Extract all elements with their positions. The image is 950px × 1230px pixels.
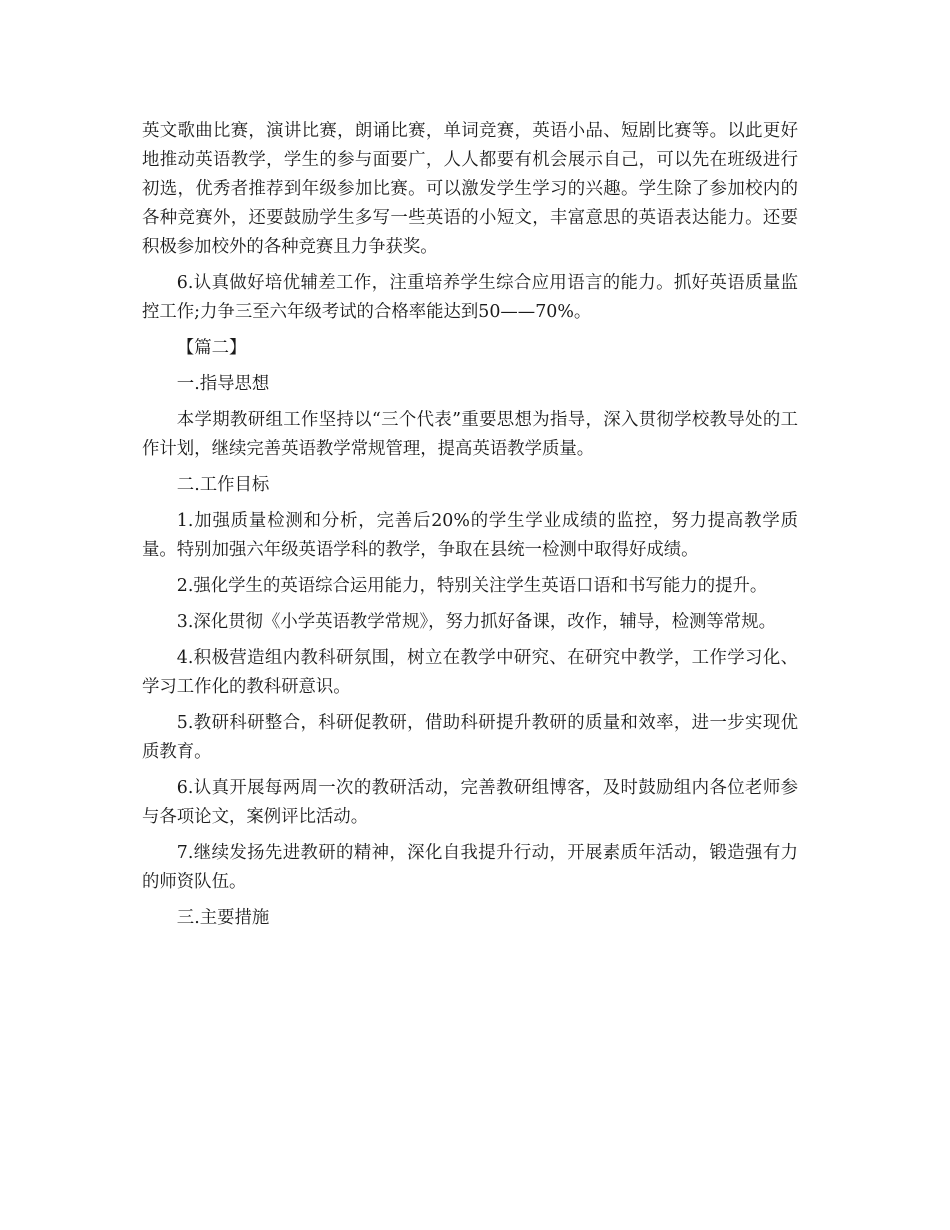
list-item-goal-6: 6.认真开展每两周一次的教研活动，完善教研组博客，及时鼓励组内各位老师参与各项论文，案例评比活动。 xyxy=(142,778,798,827)
paragraph-competitions: 英文歌曲比赛，演讲比赛，朗诵比赛，单词竞赛，英语小品、短剧比赛等。以此更好地推动英语教学，学生的参与面要广，人人都要有机会展示自己，可以先在班级进行初选，优秀者推荐到年级参加比赛。可以激发学生学习的兴趣。学生除了参加校内的各种竞赛外，还要鼓励学生多写一些英语的小短文，丰富意思的英语表达能力。还要积极参加校外的各种竞赛且力争获奖。 xyxy=(142,121,798,257)
section-heading-part-two: 【篇二】 xyxy=(176,338,247,358)
paragraph-item-6-tutoring: 6.认真做好培优辅差工作，注重培养学生综合应用语言的能力。抓好英语质量监控工作;力争三至六年级考试的合格率能达到50——70%。 xyxy=(142,273,798,322)
heading-main-measures: 三.主要措施 xyxy=(176,908,270,928)
list-item-goal-4: 4.积极营造组内教科研氛围，树立在教学中研究、在研究中教学，工作学习化、学习工作化的教科研意识。 xyxy=(142,648,798,697)
document-body xyxy=(142,117,798,940)
list-item-goal-5: 5.教研科研整合，科研促教研，借助科研提升教研的质量和效率，进一步实现优质教育。 xyxy=(142,713,798,762)
list-item-goal-7: 7.继续发扬先进教研的精神，深化自我提升行动，开展素质年活动，锻造强有力的师资队伍。 xyxy=(142,843,798,892)
list-item-goal-2: 2.强化学生的英语综合运用能力，特别关注学生英语口语和书写能力的提升。 xyxy=(176,576,768,596)
heading-guiding-ideology: 一.指导思想 xyxy=(176,374,270,394)
heading-work-goals: 二.工作目标 xyxy=(176,475,270,495)
paragraph-guiding-ideology: 本学期教研组工作坚持以“三个代表”重要思想为指导，深入贯彻学校教导处的工作计划，继续完善英语教学常规管理，提高英语教学质量。 xyxy=(142,410,798,459)
list-item-goal-3: 3.深化贯彻《小学英语教学常规》，努力抓好备课，改作，辅导，检测等常规。 xyxy=(176,612,776,632)
list-item-goal-1: 1.加强质量检测和分析，完善后20%的学生学业成绩的监控，努力提高教学质量。特别加强六年级英语学科的教学，争取在县统一检测中取得好成绩。 xyxy=(142,511,798,560)
